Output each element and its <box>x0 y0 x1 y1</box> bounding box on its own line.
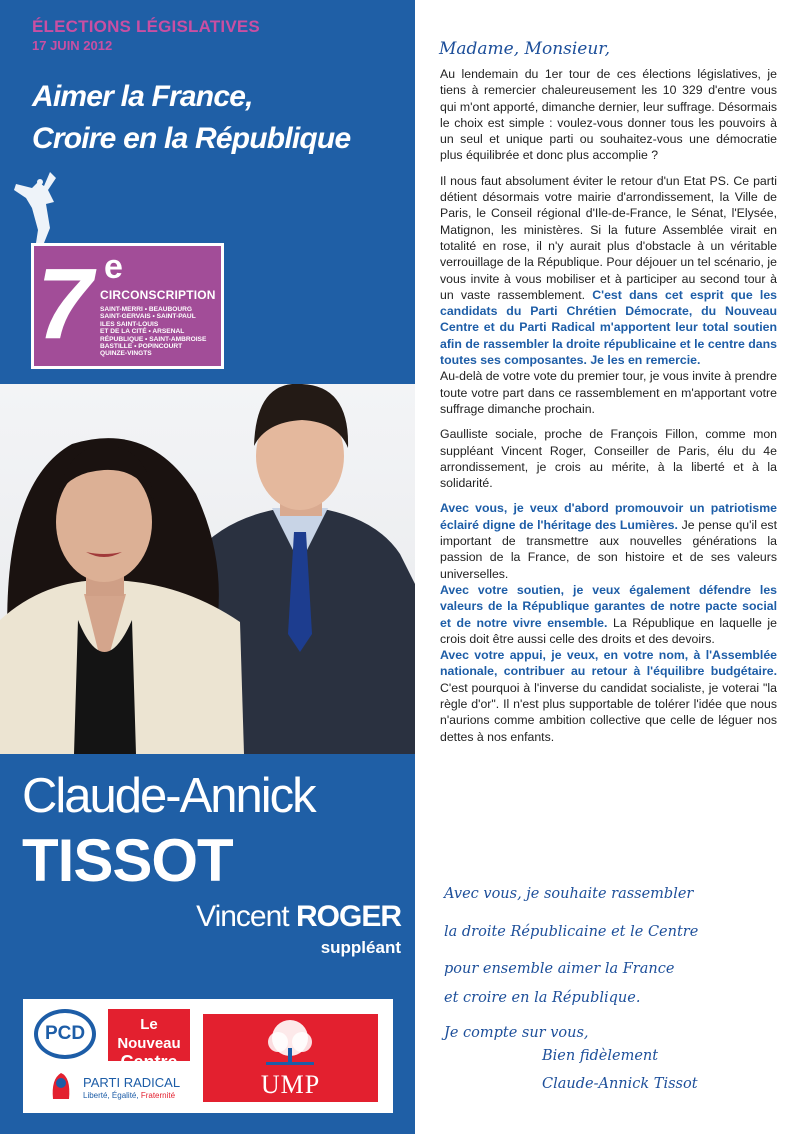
substitute-first-name: Vincent <box>196 900 289 933</box>
letter-paragraph-5 <box>440 500 777 581</box>
paragraph-7-text: C'est pourquoi à l'inverse du candidat socialiste, je voterai "la règle d'or". Il n'est plus supportable de tolérer l'idée que nous n'aurions comme ambition collective que celle de léguer nos dettes à nos enfants. <box>440 680 777 744</box>
letter-paragraph-6 <box>440 582 777 647</box>
paragraph-2-highlight: C'est dans cet esprit que les candidats du Parti Chrétien Démocrate, du Nouveau Centre et du Parti Radical m'apportent leur total soutien afin de rassembler la droite républicaine et le centre dans toutes ses composantes. Je les en remercie. <box>440 287 777 368</box>
circonscription-areas <box>100 306 224 358</box>
tree-icon <box>258 1018 322 1066</box>
handwritten-signature: Claude-Annick Tissot <box>542 1076 698 1092</box>
letter-paragraph-3: Au-delà de votre vote du premier tour, je vous invite à prendre toute votre part dans ce rassemblement en m'apportant votre suffrage dimanche prochain. <box>440 369 777 416</box>
candidate-last-name: TISSOT <box>22 827 233 894</box>
area-line: RÉPUBLIQUE • SAINT-AMBROISE <box>100 335 207 343</box>
circonscription-label: CIRCONSCRIPTION <box>100 288 216 302</box>
motto-fraternite: Fraternité <box>140 1091 176 1100</box>
circonscription-suffix: e <box>104 248 123 286</box>
slogan-line-2: Croire en la République <box>32 122 351 155</box>
paragraph-5-highlight: Avec vous, je veux d'abord promouvoir un patriotisme éclairé digne de l'héritage des Lumières. <box>440 501 777 532</box>
paragraph-2-text: Il nous faut absolument éviter le retour d'un Etat PS. Ce parti détient désormais votre mairie d'arrondissement, la Ville de Paris, le Conseil régional d'Ile-de-France, le Sénat, l'Elysée, Matignon, les ministères. Si la future Assemblée virait en totalité en rose, il n'y aurait plus d'obstacle à un véritable verrouillage de la République. Pour déjouer un tel scénario, je vous invite à vous mobiliser et à participer au second tour à un vaste rassemblement. <box>440 173 777 302</box>
handwritten-line-5: Je compte sur vous, <box>444 1025 589 1041</box>
circonscription-badge <box>31 243 224 369</box>
pcd-logo: PCD <box>34 1009 96 1059</box>
handwritten-line-4: et croire en la République. <box>444 990 641 1006</box>
slogan-line-1: Aimer la France, <box>32 80 253 113</box>
paragraph-6-text: La République en laquelle je crois doit être aussi celle des droits et des devoirs. <box>440 615 777 646</box>
nouveau-centre-logo <box>108 1009 190 1072</box>
circonscription-number: 7 <box>37 248 93 360</box>
paragraph-7-highlight: Avec votre appui, je veux, en votre nom, à l'Assemblée nationale, contribuer au retour à l'équilibre budgétaire. <box>440 648 777 679</box>
election-date: 17 JUIN 2012 <box>32 38 113 53</box>
party-logos-panel <box>23 999 393 1113</box>
nc-line-2: Centre <box>120 1052 178 1072</box>
parti-radical-marianne-icon <box>49 1069 73 1103</box>
area-line: BASTILLE • POPINCOURT <box>100 343 183 351</box>
election-title: ÉLECTIONS LÉGISLATIVES <box>32 17 260 36</box>
substitute-role: suppléant <box>320 938 401 957</box>
area-line: ET DE LA CITÉ • ARSENAL <box>100 328 185 336</box>
nc-line-1: Le Nouveau <box>117 1016 181 1052</box>
letter-body <box>440 66 777 754</box>
motto-part: Liberté, Égalité, <box>83 1091 141 1100</box>
letter-paragraph-1: Au lendemain du 1er tour de ces élections législatives, je tiens à remercier chaleureusement les 10 329 d'entre vous qui m'ont apporté, dimanche dernier, leur suffrage. Désormais le choix est simple : voulez-vous donner tous les pouvoirs à un seul et unique parti ou souhaitez-vous une démocratie plus équilibrée et donc plus accomplie ? <box>440 67 777 163</box>
area-line: SAINT-MERRI • BEAUBOURG <box>100 306 193 313</box>
letter-paragraph-7 <box>440 647 777 745</box>
greeting-text: Madame, Monsieur, <box>439 39 610 59</box>
area-line: QUINZE-VINGTS <box>100 350 152 358</box>
area-line: SAINT-GERVAIS • SAINT-PAUL <box>100 313 196 321</box>
ump-logo <box>203 1014 378 1102</box>
candidates-photo <box>0 384 415 754</box>
substitute-name <box>196 900 401 934</box>
handwritten-line-3: pour ensemble aimer la France <box>444 961 675 977</box>
handwritten-line-2: la droite Républicaine et le Centre <box>444 924 699 940</box>
area-line: ILES SAINT-LOUIS <box>100 320 159 328</box>
candidate-first-name: Claude-Annick <box>22 769 315 823</box>
handwritten-note <box>438 880 788 1105</box>
letter-paragraph-2 <box>440 173 777 369</box>
handwritten-line-6: Bien fidèlement <box>542 1048 659 1064</box>
parti-radical-name: PARTI RADICAL <box>83 1075 181 1090</box>
letter-paragraph-4: Gaulliste sociale, proche de François Fillon, comme mon suppléant Vincent Roger, Conseiller de Paris, élu du 4e arrondissement, je crois au mérite, à la liberté et à la solidarité. <box>440 427 777 491</box>
substitute-last-name: ROGER <box>295 900 401 933</box>
candidates-portrait-illustration <box>0 384 415 754</box>
parti-radical-motto <box>83 1091 175 1100</box>
paragraph-6-highlight: Avec votre soutien, je veux également défendre les valeurs de la République garantes de notre pacte social et de notre vivre ensemble. <box>440 582 777 630</box>
ump-name: UMP <box>260 1070 321 1099</box>
handwritten-greeting <box>437 34 637 64</box>
handwritten-line-1: Avec vous, je souhaite rassembler <box>444 886 694 902</box>
paragraph-5-text: Je pense qu'il est important de transmettre aux nouvelles générations la passion de la France, de son histoire et de ses valeurs universelles. <box>440 517 778 581</box>
